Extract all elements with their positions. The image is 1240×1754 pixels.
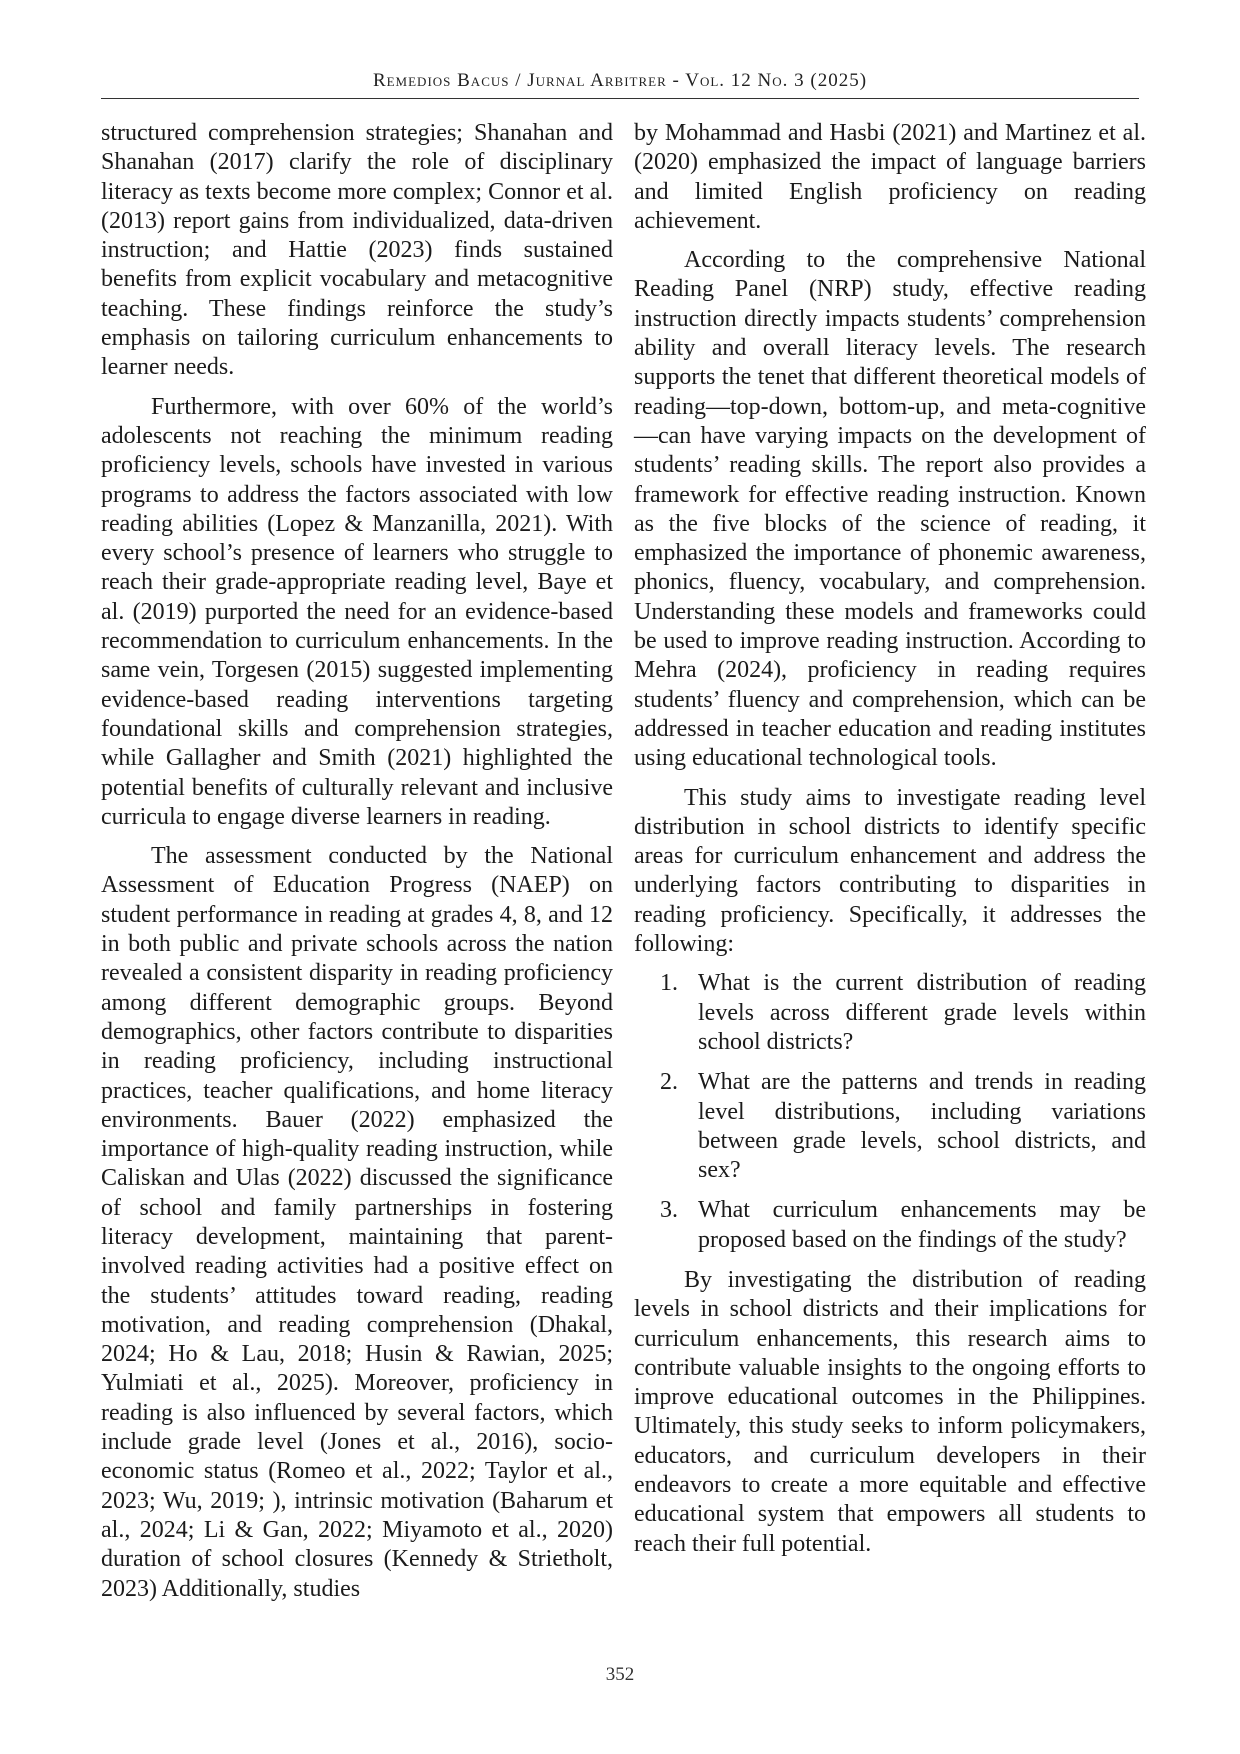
- right-column: [634, 119, 1146, 1569]
- paragraph-continued-right: by Mohammad and Hasbi (2021) and Martinez et al. (2020) emphasized the impact of language barriers and limited English proficiency on reading achievement.: [634, 120, 1146, 234]
- research-question: [634, 969, 1146, 1057]
- paragraph-reading-proficiency: Furthermore, with over 60% of the world’s adolescents not reaching the minimum reading proficiency levels, schools have invested in various programs to address the factors associated with low reading abilities (Lopez & Manzanilla, 2021). With every school’s presence of learners who struggle to reach their grade-appropriate reading level, Baye et al. (2019) purported the need for an evidence-based recommendation to curriculum enhancements. In the same vein, Torgesen (2015) suggested implementing evidence-based reading interventions targeting foundational skills and comprehension strategies, while Gallagher and Smith (2021) highlighted the potential benefits of culturally relevant and inclusive curricula to engage diverse learners in reading.: [101, 393, 613, 830]
- left-column: [101, 119, 613, 1614]
- question-number: 1.: [660, 970, 678, 997]
- paragraph-study-aims: This study aims to investigate reading level distribution in school districts to identify specific areas for curriculum enhancement and address the underlying factors contributing to disparities in reading proficiency. Specifically, it addresses the following:: [634, 784, 1146, 958]
- question-number: 2.: [660, 1069, 678, 1096]
- research-questions-list: [634, 969, 1146, 1255]
- paragraph-closing: By investigating the distribution of reading levels in school districts and their implications for curriculum enhancements, this research aims to contribute valuable insights to the ongoing efforts to improve educational outcomes in the Philippines. Ultimately, this study seeks to inform policymakers, educators, and curriculum developers in their endeavors to create a more equitable and effective educational system that empowers all students to reach their full potential.: [634, 1266, 1146, 1557]
- paragraph-naep-assessment: The assessment conducted by the National Assessment of Education Progress (NAEP) on student performance in reading at grades 4, 8, and 12 in both public and private schools across the nation revealed a consistent disparity in reading proficiency among different demographic groups. Beyond demographics, other factors contribute to disparities in reading proficiency, including instructional practices, teacher qualifications, and home literacy environments. Bauer (2022) emphasized the importance of high-quality reading instruction, while Caliskan and Ulas (2022) discussed the significance of school and family partnerships in fostering literacy development, maintaining that parent-involved reading activities had a positive effect on the students’ attitudes toward reading, reading motivation, and reading comprehension (Dhakal, 2024; Ho & Lau, 2018; Husin & Rawian, 2025; Yulmiati et al., 2025). Moreover, proficiency in reading is also influenced by several factors, which include grade level (Jones et al., 2016), socio-economic status (Romeo et al., 2022; Taylor et al., 2023; Wu, 2019; ), intrinsic motivation (Baharum et al., 2024; Li & Gan, 2022; Miyamoto et al., 2020) duration of school closures (Kennedy & Strietholt, 2023) Additionally, studies: [101, 843, 613, 1602]
- question-text: What are the patterns and trends in reading level distributions, including variations between grade levels, school districts, and sex?: [698, 1069, 1146, 1184]
- header-rule: [101, 98, 1139, 99]
- running-header: Remedios Bacus / Jurnal Arbitrer - Vol. 12 No. 3 (2025): [372, 70, 868, 91]
- paragraph-continued: structured comprehension strategies; Shanahan and Shanahan (2017) clarify the role of disciplinary literacy as texts become more complex; Connor et al. (2013) report gains from individualized, data-driven instruction; and Hattie (2023) finds sustained benefits from explicit vocabulary and metacognitive teaching. These findings reinforce the study’s emphasis on tailoring curriculum enhancements to learner needs.: [101, 120, 613, 381]
- research-question: [634, 1068, 1146, 1185]
- question-text: What is the current distribution of reading levels across different grade levels within school districts?: [698, 970, 1146, 1055]
- page-number: 352: [605, 1664, 635, 1685]
- paragraph-nrp-study: According to the comprehensive National Reading Panel (NRP) study, effective reading instruction directly impacts students’ comprehension ability and overall literacy levels. The research supports the tenet that different theoretical models of reading—top-down, bottom-up, and meta-cognitive—can have varying impacts on the development of students’ reading skills. The report also provides a framework for effective reading instruction. Known as the five blocks of the science of reading, it emphasized the importance of phonemic awareness, phonics, fluency, vocabulary, and comprehension. Understanding these models and frameworks could be used to improve reading instruction. According to Mehra (2024), proficiency in reading requires students’ fluency and comprehension, which can be addressed in teacher education and reading institutes using educational technological tools.: [634, 247, 1146, 772]
- question-text: What curriculum enhancements may be proposed based on the findings of the study?: [698, 1197, 1146, 1253]
- research-question: [634, 1196, 1146, 1255]
- question-number: 3.: [660, 1197, 678, 1224]
